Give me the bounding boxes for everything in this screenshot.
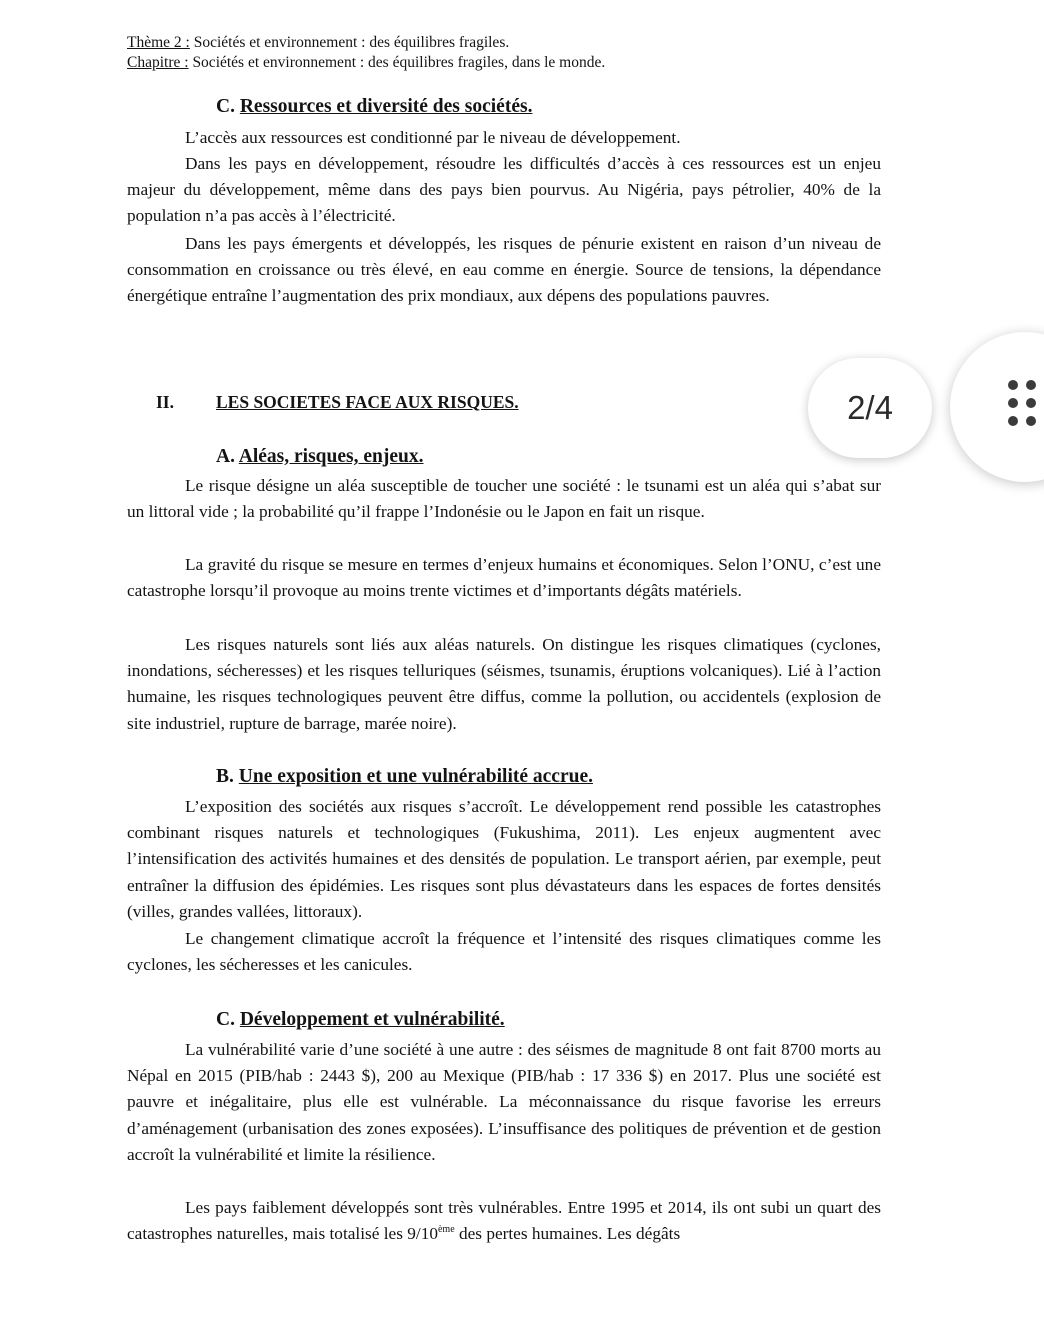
paragraph-last [127,1195,881,1247]
section-letter: C. [216,96,240,117]
paragraph: La vulnérabilité varie d’une société à une autre : des séismes de magnitude 8 ont fait 8700 morts au Népal en 2015 (PIB/hab : 2443 $), 200 au Mexique (PIB/hab : 17 336 $) en 2017. Plus une société est pauvre et inégalitaire, plus elle est vulnérable. La méconnaissance du risque favorise les erreurs d’aménagement (urbanisation des zones exposées). L’insuffisance des politiques de prévention et de gestion accroît la vulnérabilité et limite la résilience. [127,1040,881,1164]
chapter-line [127,53,605,73]
paragraph: Dans les pays en développement, résoudre les difficultés d’accès à ces ressources est un enjeu majeur du développement, même dans des pays bien pourvus. Au Nigéria, pays pétrolier, 40% de la population n’a pas accès à l’électricité. [127,154,881,226]
section-c-development-heading [216,1009,505,1031]
section-c-resources-heading [216,96,532,118]
section-b-heading [216,766,593,788]
paragraph: Le changement climatique accroît la fréquence et l’intensité des risques climatiques comme les cyclones, les sécheresses et les canicules. [127,929,881,975]
part-number: II. [156,392,174,412]
section-title: Une exposition et une vulnérabilité accrue. [238,766,593,787]
section-title: Développement et vulnérabilité. [239,1009,505,1030]
part-title: LES SOCIETES FACE AUX RISQUES. [216,392,519,412]
paragraph-text: Les pays faiblement développés sont très vulnérables. Entre 1995 et 2014, ils ont subi un quart des catastrophes naturelles, mais totalisé les 9/10 [127,1198,881,1244]
theme-label: Thème 2 : [127,34,190,51]
paragraph: L’accès aux ressources est conditionné par le niveau de développement. [185,128,681,147]
paragraph: L’exposition des sociétés aux risques s’accroît. Le développement rend possible les catastrophes combinant risques naturels et technologiques (Fukushima, 2011). Les enjeux augmentent avec l’intensification des activités humaines et des densités de population. Le transport aérien, par exemple, peut entraîner la diffusion des épidémies. Les risques sont plus dévastateurs dans les espaces de fortes densités (villes, grandes vallées, littoraux). [127,797,881,921]
superscript: ème [437,1224,455,1236]
chapter-text: Sociétés et environnement : des équilibres fragiles, dans le monde. [188,54,606,71]
page-indicator[interactable]: 2/4 [808,358,932,458]
theme-text: Sociétés et environnement : des équilibres fragiles. [189,34,510,51]
paragraph: Les risques naturels sont liés aux aléas naturels. On distingue les risques climatiques (cyclones, inondations, sécheresses) et les risques telluriques (séismes, tsunamis, éruptions volcaniques). Lié à l’action humaine, les risques technologiques peuvent être diffus, comme la pollution, ou accidentels (explosion de site industriel, rupture de barrage, marée noire). [127,635,881,733]
chapter-label: Chapitre : [127,54,189,71]
section-a-heading [216,446,423,468]
paragraph: Dans les pays émergents et développés, les risques de pénurie existent en raison d’un niveau de consommation en croissance ou très élevé, en eau comme en énergie. Source de tensions, la dépendance énergétique entraîne l’augmentation des prix mondiaux, aux dépens des populations pauvres. [127,234,881,306]
paragraph: Le risque désigne un aléa susceptible de toucher une société : le tsunami est un aléa qui s’abat sur un littoral vide ; la probabilité qu’il frappe l’Indonésie ou le Japon en fait un risque. [127,476,881,522]
section-letter: A. [216,446,239,467]
section-letter: B. [216,766,239,787]
section-letter: C. [216,1009,240,1030]
paragraph-text: des pertes humaines. Les dégâts [454,1224,681,1244]
drag-handle-icon [1008,380,1038,430]
section-title: Aléas, risques, enjeux. [238,446,424,467]
theme-line [127,33,509,53]
paragraph: La gravité du risque se mesure en termes d’enjeux humains et économiques. Selon l’ONU, c’est une catastrophe lorsqu’il provoque au moins trente victimes et d’importants dégâts matériels. [127,555,881,601]
section-title: Ressources et diversité des sociétés. [239,96,533,117]
